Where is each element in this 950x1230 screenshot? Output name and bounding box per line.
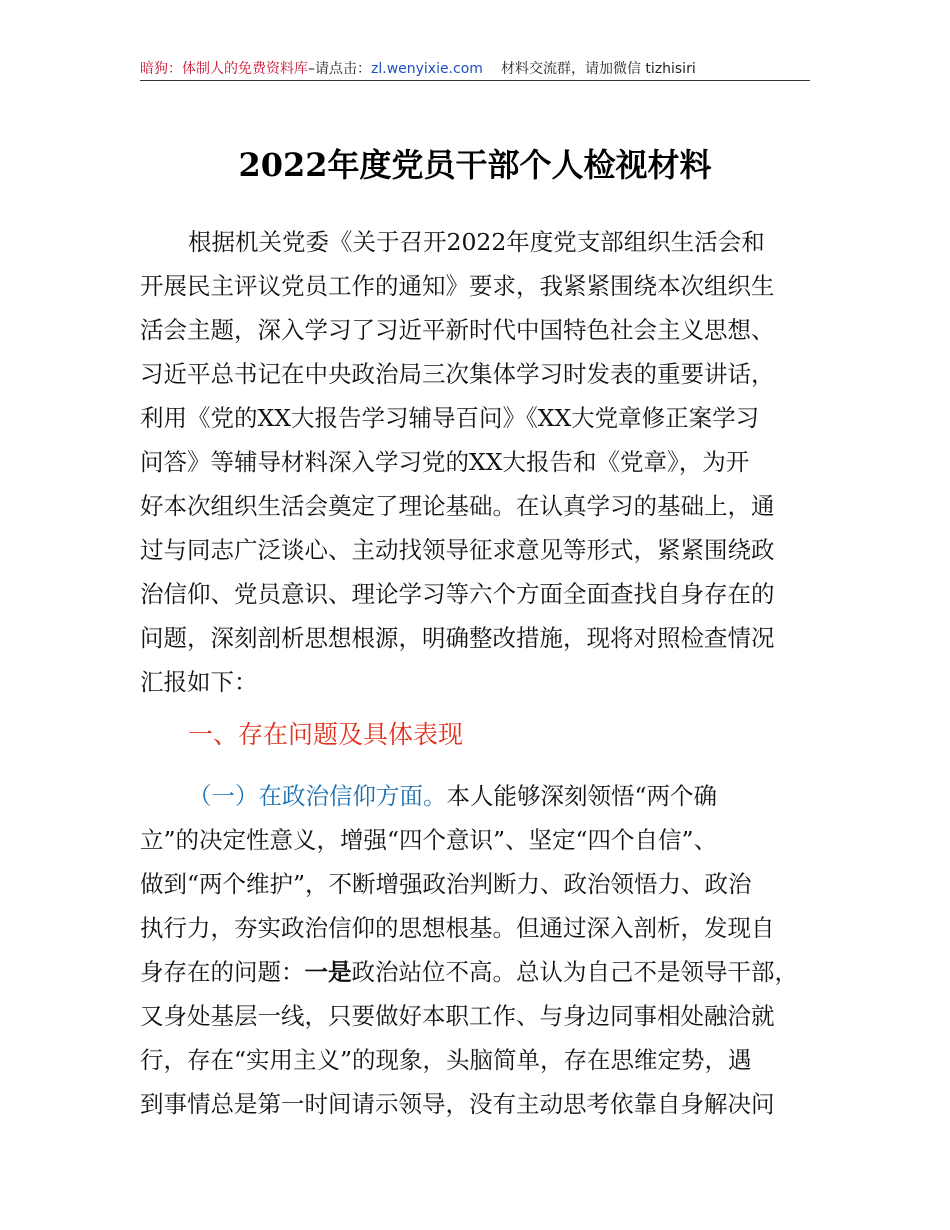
intro-line: 好本次组织生活会奠定了理论基础。在认真学习的基础上，通 xyxy=(140,492,775,520)
header-site-name: 暗狗：体制人的免费资料库 xyxy=(140,61,308,77)
intro-line: 治信仰、党员意识、理论学习等六个方面全面查找自身存在的 xyxy=(140,580,775,608)
problem-line-text: 政治站位不高。总认为自己不是领导干部， xyxy=(351,958,798,986)
problem-marker: 一是 xyxy=(304,958,352,986)
subsection-first-line xyxy=(188,774,717,818)
page-header xyxy=(140,58,810,80)
header-divider xyxy=(140,80,810,81)
header-group-note: 材料交流群，请加微信 tizhisiri xyxy=(500,61,696,77)
header-url-link[interactable]: zl.wenyixie.com xyxy=(371,61,483,77)
subsection-line: 到事情总是第一时间请示领导，没有主动思考依靠自身解决问 xyxy=(140,1090,775,1118)
section-heading: 一、存在问题及具体表现 xyxy=(188,720,464,749)
intro-line: 问题，深刻剖析思想根源，明确整改措施，现将对照检查情况 xyxy=(140,624,775,652)
subsection-line: 做到“两个维护”，不断增强政治判断力、政治领悟力、政治 xyxy=(140,870,752,898)
intro-line: 过与同志广泛谈心、主动找领导征求意见等形式，紧紧围绕政 xyxy=(140,536,775,564)
subsection-line: 执行力，夯实政治信仰的思想根基。但通过深入剖析，发现自 xyxy=(140,914,775,942)
intro-line: 活会主题，深入学习了习近平新时代中国特色社会主义思想、 xyxy=(140,316,775,344)
intro-line: 利用《党的XX大报告学习辅导百问》《XX大党章修正案学习 xyxy=(140,404,760,432)
header-click-prompt: –请点击： xyxy=(308,61,371,77)
intro-line: 开展民主评议党员工作的通知》要求，我紧紧围绕本次组织生 xyxy=(140,272,775,300)
problem-line xyxy=(140,950,798,994)
subsection-line: 又身处基层一线，只要做好本职工作、与身边同事相处融洽就 xyxy=(140,1002,775,1030)
document-title: 2022年度党员干部个人检视材料 xyxy=(238,146,712,184)
intro-line: 问答》等辅导材料深入学习党的XX大报告和《党章》，为开 xyxy=(140,448,750,476)
subsection-line: 行，存在“实用主义”的现象，头脑简单，存在思维定势，遇 xyxy=(140,1046,752,1074)
problem-line-prefix: 身存在的问题： xyxy=(140,958,305,986)
subsection-first-line-text: 本人能够深刻领悟“两个确 xyxy=(446,782,718,810)
subsection-line: 立”的决定性意义，增强“四个意识”、坚定“四个自信”、 xyxy=(140,826,718,854)
intro-line: 汇报如下： xyxy=(140,668,258,696)
subsection-label: （一）在政治信仰方面。 xyxy=(188,782,447,810)
intro-line: 习近平总书记在中央政治局三次集体学习时发表的重要讲话， xyxy=(140,360,775,388)
intro-line: 根据机关党委《关于召开2022年度党支部组织生活会和 xyxy=(188,228,765,256)
